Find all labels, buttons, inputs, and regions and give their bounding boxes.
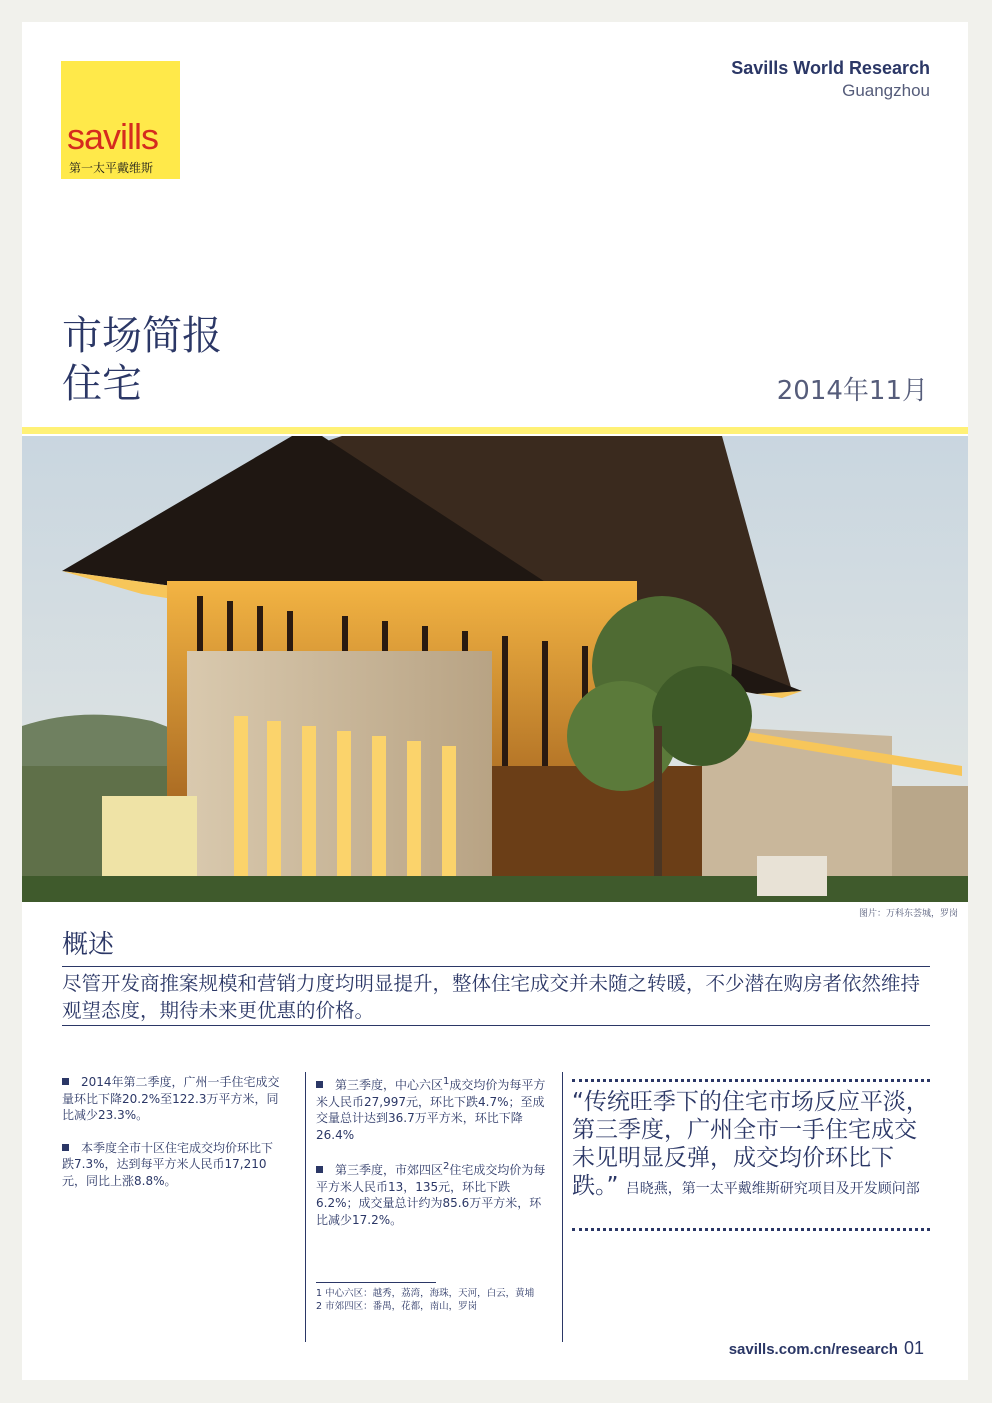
bullet-text-b: 住宅成交均价为每平方米人民币13，135元，环比下跌6.2%；成交量总计约为85.6万平方米，环比减少17.2%。 [316, 1163, 546, 1227]
photo-caption: 图片：万科东荟城，罗岗 [858, 909, 958, 919]
page-footer [729, 1338, 924, 1359]
report-date: 2014年11月 [776, 376, 928, 406]
column-divider [562, 1072, 563, 1342]
bullets-column-1 [62, 1074, 284, 1205]
bullet-square-icon [316, 1081, 323, 1088]
quote-top-dots [572, 1079, 930, 1082]
bullet-item [62, 1140, 284, 1190]
report-title [62, 312, 222, 408]
savills-logo [61, 61, 180, 179]
footnote-rule [316, 1282, 436, 1283]
title-line-1: 市场简报 [62, 313, 222, 359]
yellow-divider [22, 427, 968, 434]
page-number: 01 [903, 1338, 924, 1358]
bullet-text-b: 成交均价为每平方米人民币27,997元，环比下跌4.7%；至成交量总计达到36.7万平方米，环比下降26.4% [316, 1078, 546, 1142]
report-page [22, 22, 968, 1380]
quote-bottom-dots [572, 1228, 930, 1231]
org-name: Savills World Research [731, 58, 930, 78]
bullet-item [316, 1074, 552, 1143]
footnote-2: 2 市郊四区：番禺，花都，南山，罗岗 [316, 1301, 478, 1312]
overview-bottom-rule [62, 1025, 930, 1026]
bullet-text-a: 第三季度，中心六区 [335, 1078, 444, 1092]
cover-photo [22, 436, 968, 902]
footnotes [316, 1287, 556, 1313]
footnote-marker: 1 [443, 1076, 450, 1087]
bullet-square-icon [62, 1078, 69, 1085]
quote-attribution: 吕晓燕，第一太平戴维斯研究项目及开发顾问部 [625, 1181, 920, 1197]
pull-quote [572, 1088, 932, 1202]
bullets-column-2 [316, 1074, 552, 1244]
logo-wordmark: savills [67, 116, 159, 157]
overview-heading: 概述 [62, 930, 115, 960]
bullet-square-icon [62, 1144, 69, 1151]
bullet-text: 2014年第二季度，广州一手住宅成交量环比下降20.2%至122.3万平方米，同比减少23.3%。 [62, 1075, 280, 1122]
bullet-item [316, 1159, 552, 1228]
overview-summary: 尽管开发商推案规模和营销力度均明显提升，整体住宅成交并未随之转暖，不少潜在购房者依然维持观望态度，期待未来更优惠的价格。 [62, 972, 921, 1022]
bullet-text-a: 第三季度，市郊四区 [335, 1163, 444, 1177]
quote-text: “传统旺季下的住宅市场反应平淡，第三季度，广州全市一手住宅成交未见明显反弹，成交均价环比下跌。” [572, 1089, 929, 1199]
bullet-square-icon [316, 1166, 323, 1173]
overview-top-rule [62, 966, 930, 967]
bullet-item [62, 1074, 284, 1124]
footer-url[interactable]: savills.com.cn/research [728, 1341, 898, 1358]
column-divider [305, 1072, 306, 1342]
bullet-text: 本季度全市十区住宅成交均价环比下跌7.3%，达到每平方米人民币17,210元，同比上涨8.8%。 [62, 1140, 274, 1188]
org-city: Guangzhou [842, 81, 930, 100]
logo-chinese-name: 第一太平戴维斯 [69, 161, 154, 175]
title-line-2: 住宅 [62, 361, 142, 407]
footnote-1: 1 中心六区：越秀，荔湾，海珠，天河，白云，黄埔 [316, 1288, 535, 1299]
org-header [731, 58, 930, 101]
footnote-marker: 2 [443, 1161, 450, 1172]
